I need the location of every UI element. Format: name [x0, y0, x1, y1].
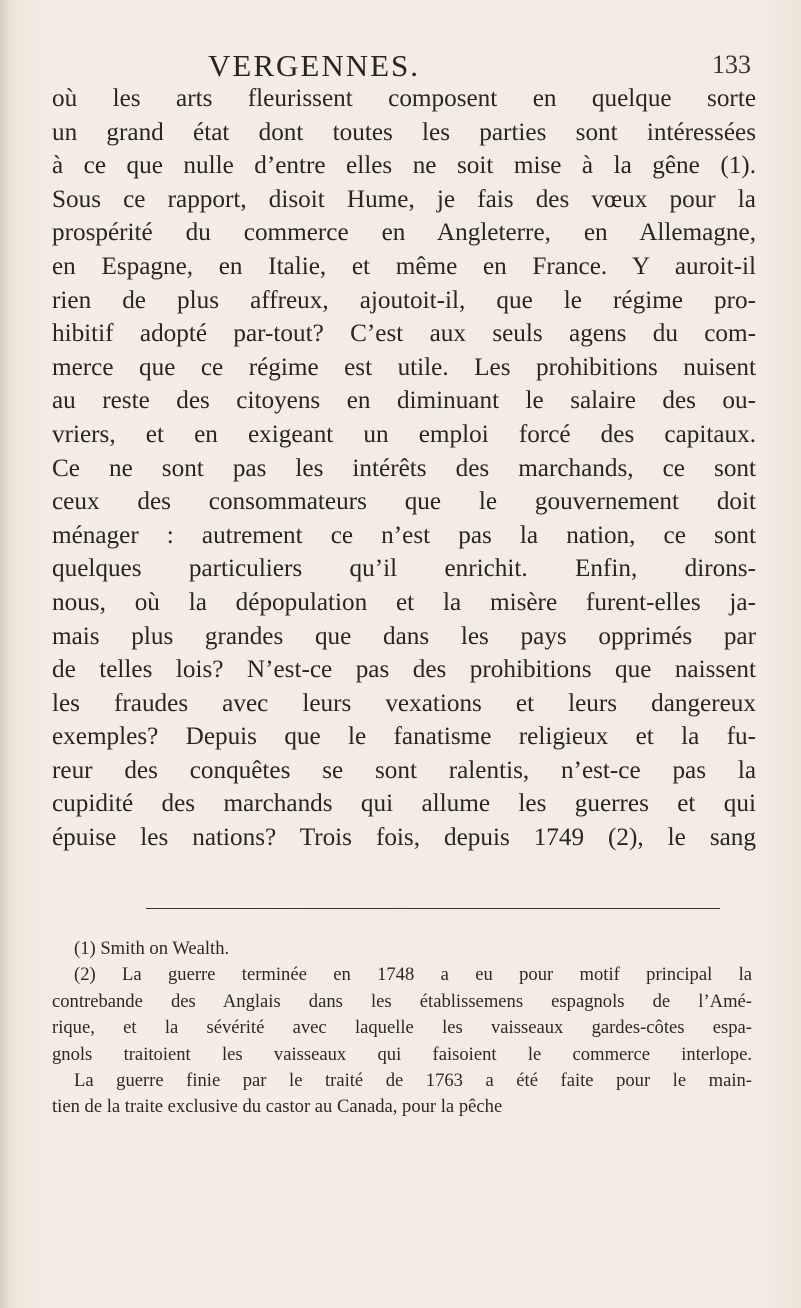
- text-line: exemples? Depuis que le fanatisme religieux et la fu-: [52, 723, 756, 751]
- footnote-line: rique, et la sévérité avec laquelle les vaisseaux gardes-côtes espa-: [52, 1017, 752, 1039]
- text-line: où les arts fleurissent composent en quelque sorte: [52, 85, 756, 112]
- page-number: 133: [712, 50, 751, 79]
- text-line: au reste des citoyens en diminuant le salaire des ou-: [52, 387, 756, 415]
- running-head: VERGENNES.: [208, 48, 421, 83]
- text-line: reur des conquêtes se sont ralentis, n’est-ce pas la: [52, 756, 756, 784]
- text-line: merce que ce régime est utile. Les prohibitions nuisent: [52, 353, 756, 381]
- text-line: ceux des consommateurs que le gouvernement doit: [52, 488, 756, 516]
- text-line: Ce ne sont pas les intérêts des marchands, ce sont: [52, 454, 756, 482]
- text-line: quelques particuliers qu’il enrichit. Enfin, dirons-: [52, 555, 756, 583]
- text-line: Sous ce rapport, disoit Hume, je fais des vœux pour la: [52, 185, 756, 213]
- text-line: cupidité des marchands qui allume les guerres et qui: [52, 790, 756, 818]
- text-line: de telles lois? N’est-ce pas des prohibitions que naissent: [52, 656, 756, 684]
- footnote-line: La guerre finie par le traité de 1763 a été faite pour le main-: [74, 1069, 752, 1091]
- text-line: en Espagne, en Italie, et même en France. Y auroit-il: [52, 252, 756, 280]
- footnote-line: (2) La guerre terminée en 1748 a eu pour motif principal la: [74, 964, 752, 986]
- text-line: à ce que nulle d’entre elles ne soit mise à la gêne (1).: [52, 152, 756, 180]
- text-line: prospérité du commerce en Angleterre, en Allemagne,: [52, 219, 756, 247]
- page-gutter-shadow: [0, 0, 10, 1308]
- text-line: nous, où la dépopulation et la misère furent-elles ja-: [52, 588, 756, 616]
- text-line: ménager : autrement ce n’est pas la nation, ce sont: [52, 521, 756, 549]
- footnote-line: (1) Smith on Wealth.: [74, 938, 230, 959]
- text-line: hibitif adopté par-tout? C’est aux seuls agens du com-: [52, 320, 756, 348]
- footnote-line: contrebande des Anglais dans les établissemens espagnols de l’Amé-: [52, 990, 752, 1012]
- text-line: mais plus grandes que dans les pays opprimés par: [52, 622, 756, 650]
- footnote-line: tien de la traite exclusive du castor au Canada, pour la pêche: [52, 1096, 503, 1118]
- text-line: vriers, et en exigeant un emploi forcé des capitaux.: [52, 420, 756, 448]
- main-text: [52, 82, 756, 855]
- footnotes: [52, 936, 752, 1121]
- text-line: les fraudes avec leurs vexations et leurs dangereux: [52, 689, 756, 717]
- text-line: épuise les nations? Trois fois, depuis 1749 (2), le sang: [52, 824, 756, 852]
- footnote-separator: [146, 908, 720, 909]
- text-line: un grand état dont toutes les parties sont intéressées: [52, 118, 756, 146]
- text-line: rien de plus affreux, ajoutoit-il, que le régime pro-: [52, 286, 756, 314]
- footnote-line: gnols traitoient les vaisseaux qui faisoient le commerce interlope.: [52, 1043, 752, 1065]
